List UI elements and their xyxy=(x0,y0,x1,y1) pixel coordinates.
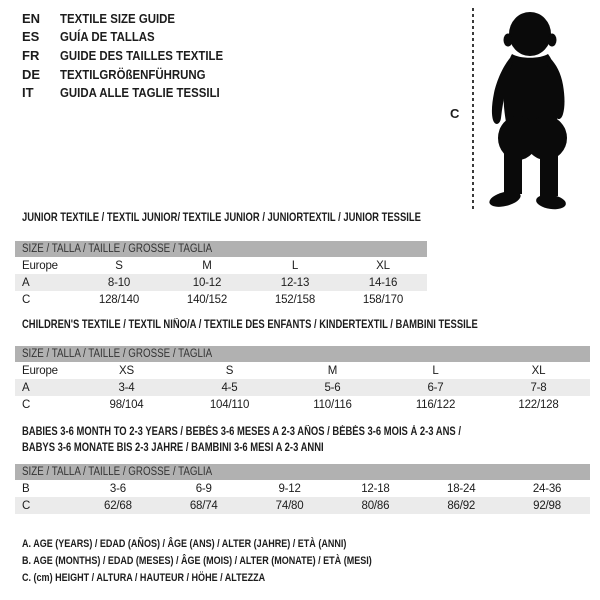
babies-size-table xyxy=(15,464,590,514)
size-cell: 140/152 xyxy=(186,293,228,306)
size-cell: 86/92 xyxy=(447,499,476,512)
language-title: TEXTILE SIZE GUIDE xyxy=(60,10,176,26)
junior-size-table xyxy=(15,241,427,308)
size-cell: 14-16 xyxy=(368,276,398,289)
size-cell: 3-4 xyxy=(118,381,135,394)
footnote-c xyxy=(22,572,319,584)
size-cell: XS xyxy=(119,364,134,377)
size-cell: 9-12 xyxy=(278,482,301,495)
size-cell: S xyxy=(225,364,234,377)
size-row-europe xyxy=(15,362,590,379)
size-header-bar xyxy=(15,346,590,362)
size-cell: 98/104 xyxy=(109,398,144,411)
height-measure-label: C xyxy=(450,106,460,121)
children-table-title xyxy=(22,319,578,331)
size-cell: 6-9 xyxy=(195,482,212,495)
size-cell: 80/86 xyxy=(361,499,390,512)
size-cell: S xyxy=(115,259,123,272)
language-header xyxy=(22,9,245,102)
height-measure-line xyxy=(472,8,474,210)
size-cell: 122/128 xyxy=(518,398,559,411)
row-label: C xyxy=(22,293,31,306)
size-cell: XL xyxy=(376,259,390,272)
babies-table-title-line1 xyxy=(22,426,557,438)
size-header-text: SIZE / TALLA / TAILLE / GRÖSSE / TAGLIA xyxy=(22,348,213,360)
row-label: Europe xyxy=(22,259,58,272)
footnote-b-text: B. AGE (MONTHS) / EDAD (MESES) / ÂGE (MOIS) / ALTER (MONATE) / ETÀ (MESI) xyxy=(22,555,372,567)
size-cell: M xyxy=(202,259,212,272)
row-label: A xyxy=(22,276,30,289)
size-header-bar xyxy=(15,464,590,480)
footnote-a-text: A. AGE (YEARS) / EDAD (AÑOS) / ÂGE (ANS) / ALTER (JAHRE) / ETÀ (ANNI) xyxy=(22,538,347,550)
footnote-a xyxy=(22,538,418,550)
size-cell: L xyxy=(291,259,299,272)
children-table-title-text: CHILDREN'S TEXTILE / TEXTIL NIÑO/A / TEXTILE DES ENFANTS / KINDERTEXTIL / BAMBINI TESSILE xyxy=(22,319,478,331)
size-cell: 4-5 xyxy=(221,381,238,394)
size-cell: 158/170 xyxy=(362,293,404,306)
size-row-a xyxy=(15,379,590,396)
babies-table-title-line2 xyxy=(22,442,390,454)
language-title: GUIDE DES TAILLES TEXTILE xyxy=(60,47,224,63)
language-code: FR xyxy=(22,47,40,63)
size-row-b xyxy=(15,480,590,497)
size-cell: 12-18 xyxy=(361,482,390,495)
size-row-a xyxy=(15,274,427,291)
row-label: B xyxy=(22,482,30,495)
size-row-europe xyxy=(15,257,427,274)
size-cell: 104/110 xyxy=(209,398,250,411)
baby-silhouette-icon xyxy=(478,10,578,212)
children-size-table xyxy=(15,346,590,413)
size-row-c xyxy=(15,396,590,413)
babies-table-title-text2: BABYS 3-6 MONATE BIS 2-3 JAHRE / BAMBINI 3-6 MESI A 2-3 ANNI xyxy=(22,442,324,454)
size-header-text: SIZE / TALLA / TAILLE / GRÖSSE / TAGLIA xyxy=(22,466,213,478)
language-code: EN xyxy=(22,10,41,26)
size-header-bar xyxy=(15,241,427,257)
size-cell: M xyxy=(327,364,338,377)
language-row xyxy=(22,65,245,84)
language-code: ES xyxy=(22,29,40,45)
language-title: TEXTILGRÖßENFÜHRUNG xyxy=(60,66,206,82)
language-code: IT xyxy=(22,85,34,101)
size-cell: 3-6 xyxy=(109,482,126,495)
row-label: A xyxy=(22,381,30,394)
language-row xyxy=(22,83,245,102)
size-cell: 92/98 xyxy=(533,499,561,512)
size-cell: L xyxy=(432,364,439,377)
size-cell: 7-8 xyxy=(530,381,547,394)
size-row-c xyxy=(15,497,590,514)
size-cell: 68/74 xyxy=(189,499,218,512)
junior-table-title xyxy=(22,212,508,224)
language-title: GUIDA ALLE TAGLIE TESSILI xyxy=(60,85,220,101)
size-cell: 10-12 xyxy=(192,276,222,289)
size-cell: 24-36 xyxy=(532,482,562,495)
language-code: DE xyxy=(22,66,41,82)
language-row xyxy=(22,46,245,65)
language-row xyxy=(22,9,245,28)
size-cell: 62/68 xyxy=(104,499,132,512)
babies-table-title-text1: BABIES 3-6 MONTH TO 2-3 YEARS / BEBÉS 3-6 MESES A 2-3 AÑOS / BÉBÉS 3-6 MOIS À 2-3 ANS / xyxy=(22,426,461,438)
size-cell: 74/80 xyxy=(275,499,304,512)
row-label: C xyxy=(22,398,31,411)
size-cell: 12-13 xyxy=(280,276,310,289)
size-cell: 116/122 xyxy=(415,398,456,411)
size-cell: 110/116 xyxy=(313,398,352,411)
row-label: C xyxy=(22,499,31,512)
size-cell: 8-10 xyxy=(107,276,131,289)
size-cell: XL xyxy=(531,364,546,377)
size-cell: 6-7 xyxy=(427,381,444,394)
language-row xyxy=(22,28,245,47)
size-row-c xyxy=(15,291,427,308)
size-cell: 5-6 xyxy=(324,381,341,394)
junior-table-title-text: JUNIOR TEXTILE / TEXTIL JUNIOR/ TEXTILE JUNIOR / JUNIORTEXTIL / JUNIOR TESSILE xyxy=(22,212,421,224)
language-title: GUÍA DE TALLAS xyxy=(60,29,155,45)
size-cell: 128/140 xyxy=(98,293,140,306)
size-cell: 18-24 xyxy=(447,482,476,495)
size-header-text: SIZE / TALLA / TAILLE / GRÖSSE / TAGLIA xyxy=(22,243,213,255)
size-cell: 152/158 xyxy=(274,293,316,306)
footnote-c-text: C. (cm) HEIGHT / ALTURA / HAUTEUR / HÖHE / ALTEZZA xyxy=(22,572,266,584)
row-label: Europe xyxy=(22,364,58,377)
footnote-b xyxy=(22,555,449,567)
